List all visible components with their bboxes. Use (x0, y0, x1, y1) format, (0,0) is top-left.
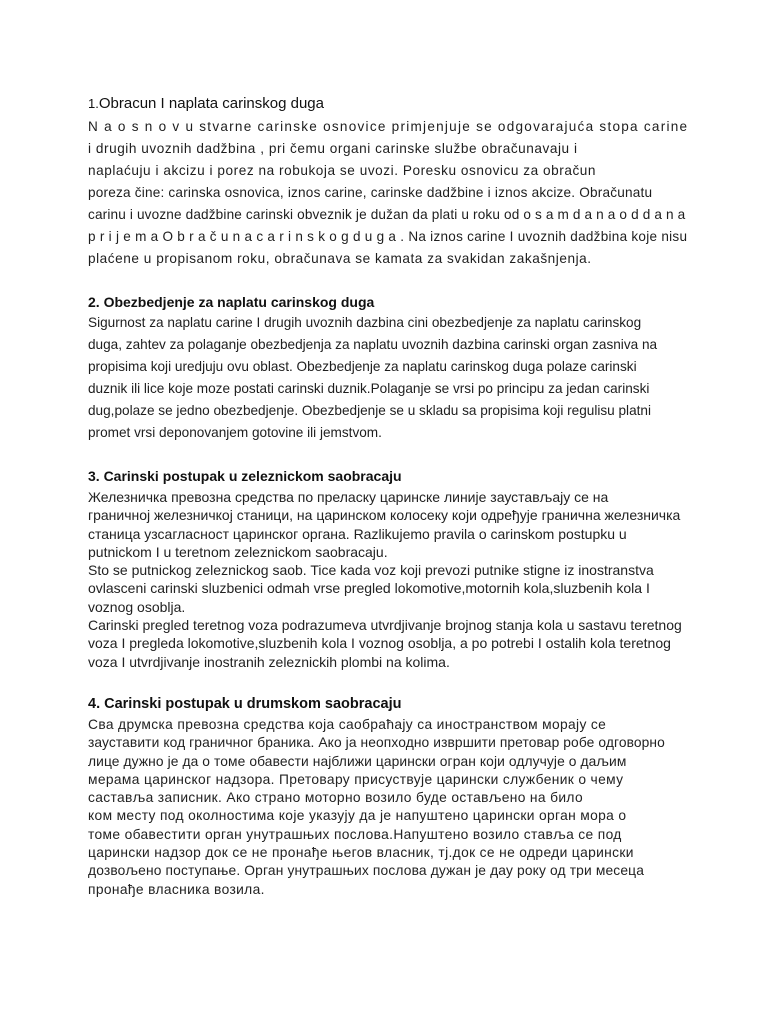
paragraph-line: i drugih uvoznih dadžbina , pri čemu organi carinske službe obračunavaju i (88, 141, 578, 156)
paragraph-line: putnickom I u teretnom zeleznickom saobracaju. (88, 543, 388, 560)
paragraph-line: зауставити код граничног браника. Ако ја неопходно извршити претовар робе одговорно (88, 735, 665, 751)
paragraph-line: voza I pregleda lokomotive,sluzbenih kola I voznog osoblja, a po potrebi I ostalih kola teretnog (88, 635, 671, 652)
paragraph-line: plaćene u propisanom roku, obračunava se kamata za svakidan zakašnjenja. (88, 251, 592, 266)
paragraph-line: carinu i uvozne dadžbine carinski obveznik je dužan da plati u roku od o s a m d a n a o d d a n a (88, 207, 686, 222)
paragraph-line: p r i j e m a O b r a č u n a c a r i n s k o g d u g a . Na iznos carine I uvoznih dadžbina koje nisu (88, 229, 688, 244)
paragraph-line: Carinski pregled teretnog voza podrazumeva utvrdjivanje brojnog stanja kola u sastavu teretnog (88, 617, 682, 634)
paragraph-line: лице дужно је да о томе обавести најближи царински огран који одлучује о даљим (88, 753, 627, 769)
paragraph-line: poreza čine: carinska osnovica, iznos carine, carinske dadžbine i iznos akcize. Obračunatu (88, 185, 653, 200)
paragraph-line: N a o s n o v u stvarne carinske osnovice primjenjuje se odgovarajuća stopa carine (88, 119, 689, 134)
paragraph-line: томе обавестити орган унутрашњих послова.Напуштено возило ставља се под (88, 826, 622, 842)
section-zeleznicki (88, 466, 688, 671)
paragraph-line: мерама царинског надзора. Претовару присуствује царински службеник о чему (88, 771, 624, 787)
section-title: Obracun I naplata carinskog duga (98, 95, 324, 112)
paragraph-line: Sto se putnickog zeleznickog saob. Tice kada voz koji prevozi putnike stigne iz inostranstva (88, 562, 654, 579)
section-title: 2. Obezbedjenje za naplatu carinskog duga (88, 294, 375, 310)
paragraph-line: ком месту под околностима које указују да је напуштено царински орган мора о (88, 808, 627, 824)
paragraph-line: саставља записник. Ако страно моторно возило буде остављено на било (88, 790, 583, 806)
paragraph-line: duga, zahtev za polaganje obezbedjenja za naplatu uvoznih dazbina carinski organ zasniva na (88, 337, 658, 352)
paragraph-line: дозвољено поступање. Орган унутрашњих послова дужан је дау року од три месеца (88, 863, 645, 879)
paragraph-line: станица узсагласност царинског органа. Razlikujemo pravila o carinskom postupku u (88, 525, 627, 542)
section-drumski (88, 694, 688, 899)
paragraph-line: propisima koji uredjuju ovu oblast. Obezbedjenje za naplatu carinskog duga polaze carinski (88, 359, 637, 374)
paragraph-line: duznik ili lice koje moze postati carinski duznik.Polaganje se vrsi po principu za jedan carinski (88, 381, 650, 396)
section-title: 4. Carinski postupak u drumskom saobracaju (88, 696, 402, 712)
paragraph-line: царински надзор док се не пронађе његов власник, тј.док се не одреди царински (88, 845, 634, 861)
paragraph-line: ovlasceni carinski sluzbenici odmah vrse pregled lokomotive,motornih kola,sluzbenih kola I (88, 580, 650, 597)
section-title: 3. Carinski postupak u zeleznickom saobracaju (88, 468, 402, 484)
section-obezbedjenje (88, 292, 688, 444)
section-heading (88, 94, 688, 114)
section-obracun (88, 94, 688, 270)
paragraph-line: Sigurnost za naplatu carine I drugih uvoznih dazbina cini obezbedjenje za naplatu carinskog (88, 315, 642, 330)
section-number: 1. (88, 96, 99, 111)
paragraph-line: граничној железничкој станици, на царинском колосеку који одређује гранична железничка (88, 507, 681, 524)
paragraph-line: Сва друмска превозна средства која саобраћају са иностранством морају се (88, 717, 607, 732)
paragraph-line: dug,polaze se jedno obezbedjenje. Obezbedjenje se u skladu sa propisima koji regulisu platni (88, 403, 651, 418)
paragraph-line: voza I utvrdjivanje inostranih zeleznickih plombi na kolima. (88, 653, 450, 670)
paragraph-line: пронађе власника возила. (88, 881, 265, 897)
paragraph-line: voznog osoblja. (88, 598, 186, 615)
paragraph-line: promet vrsi deponovanjem gotovine ili jemstvom. (88, 425, 382, 440)
paragraph-line: Железничка превозна средства по преласку царинске линије заустављају се на (88, 489, 609, 505)
paragraph-line: naplaćuju i akcizu i porez na robukoja se uvozi. Poresku osnovicu za obračun (88, 163, 597, 178)
